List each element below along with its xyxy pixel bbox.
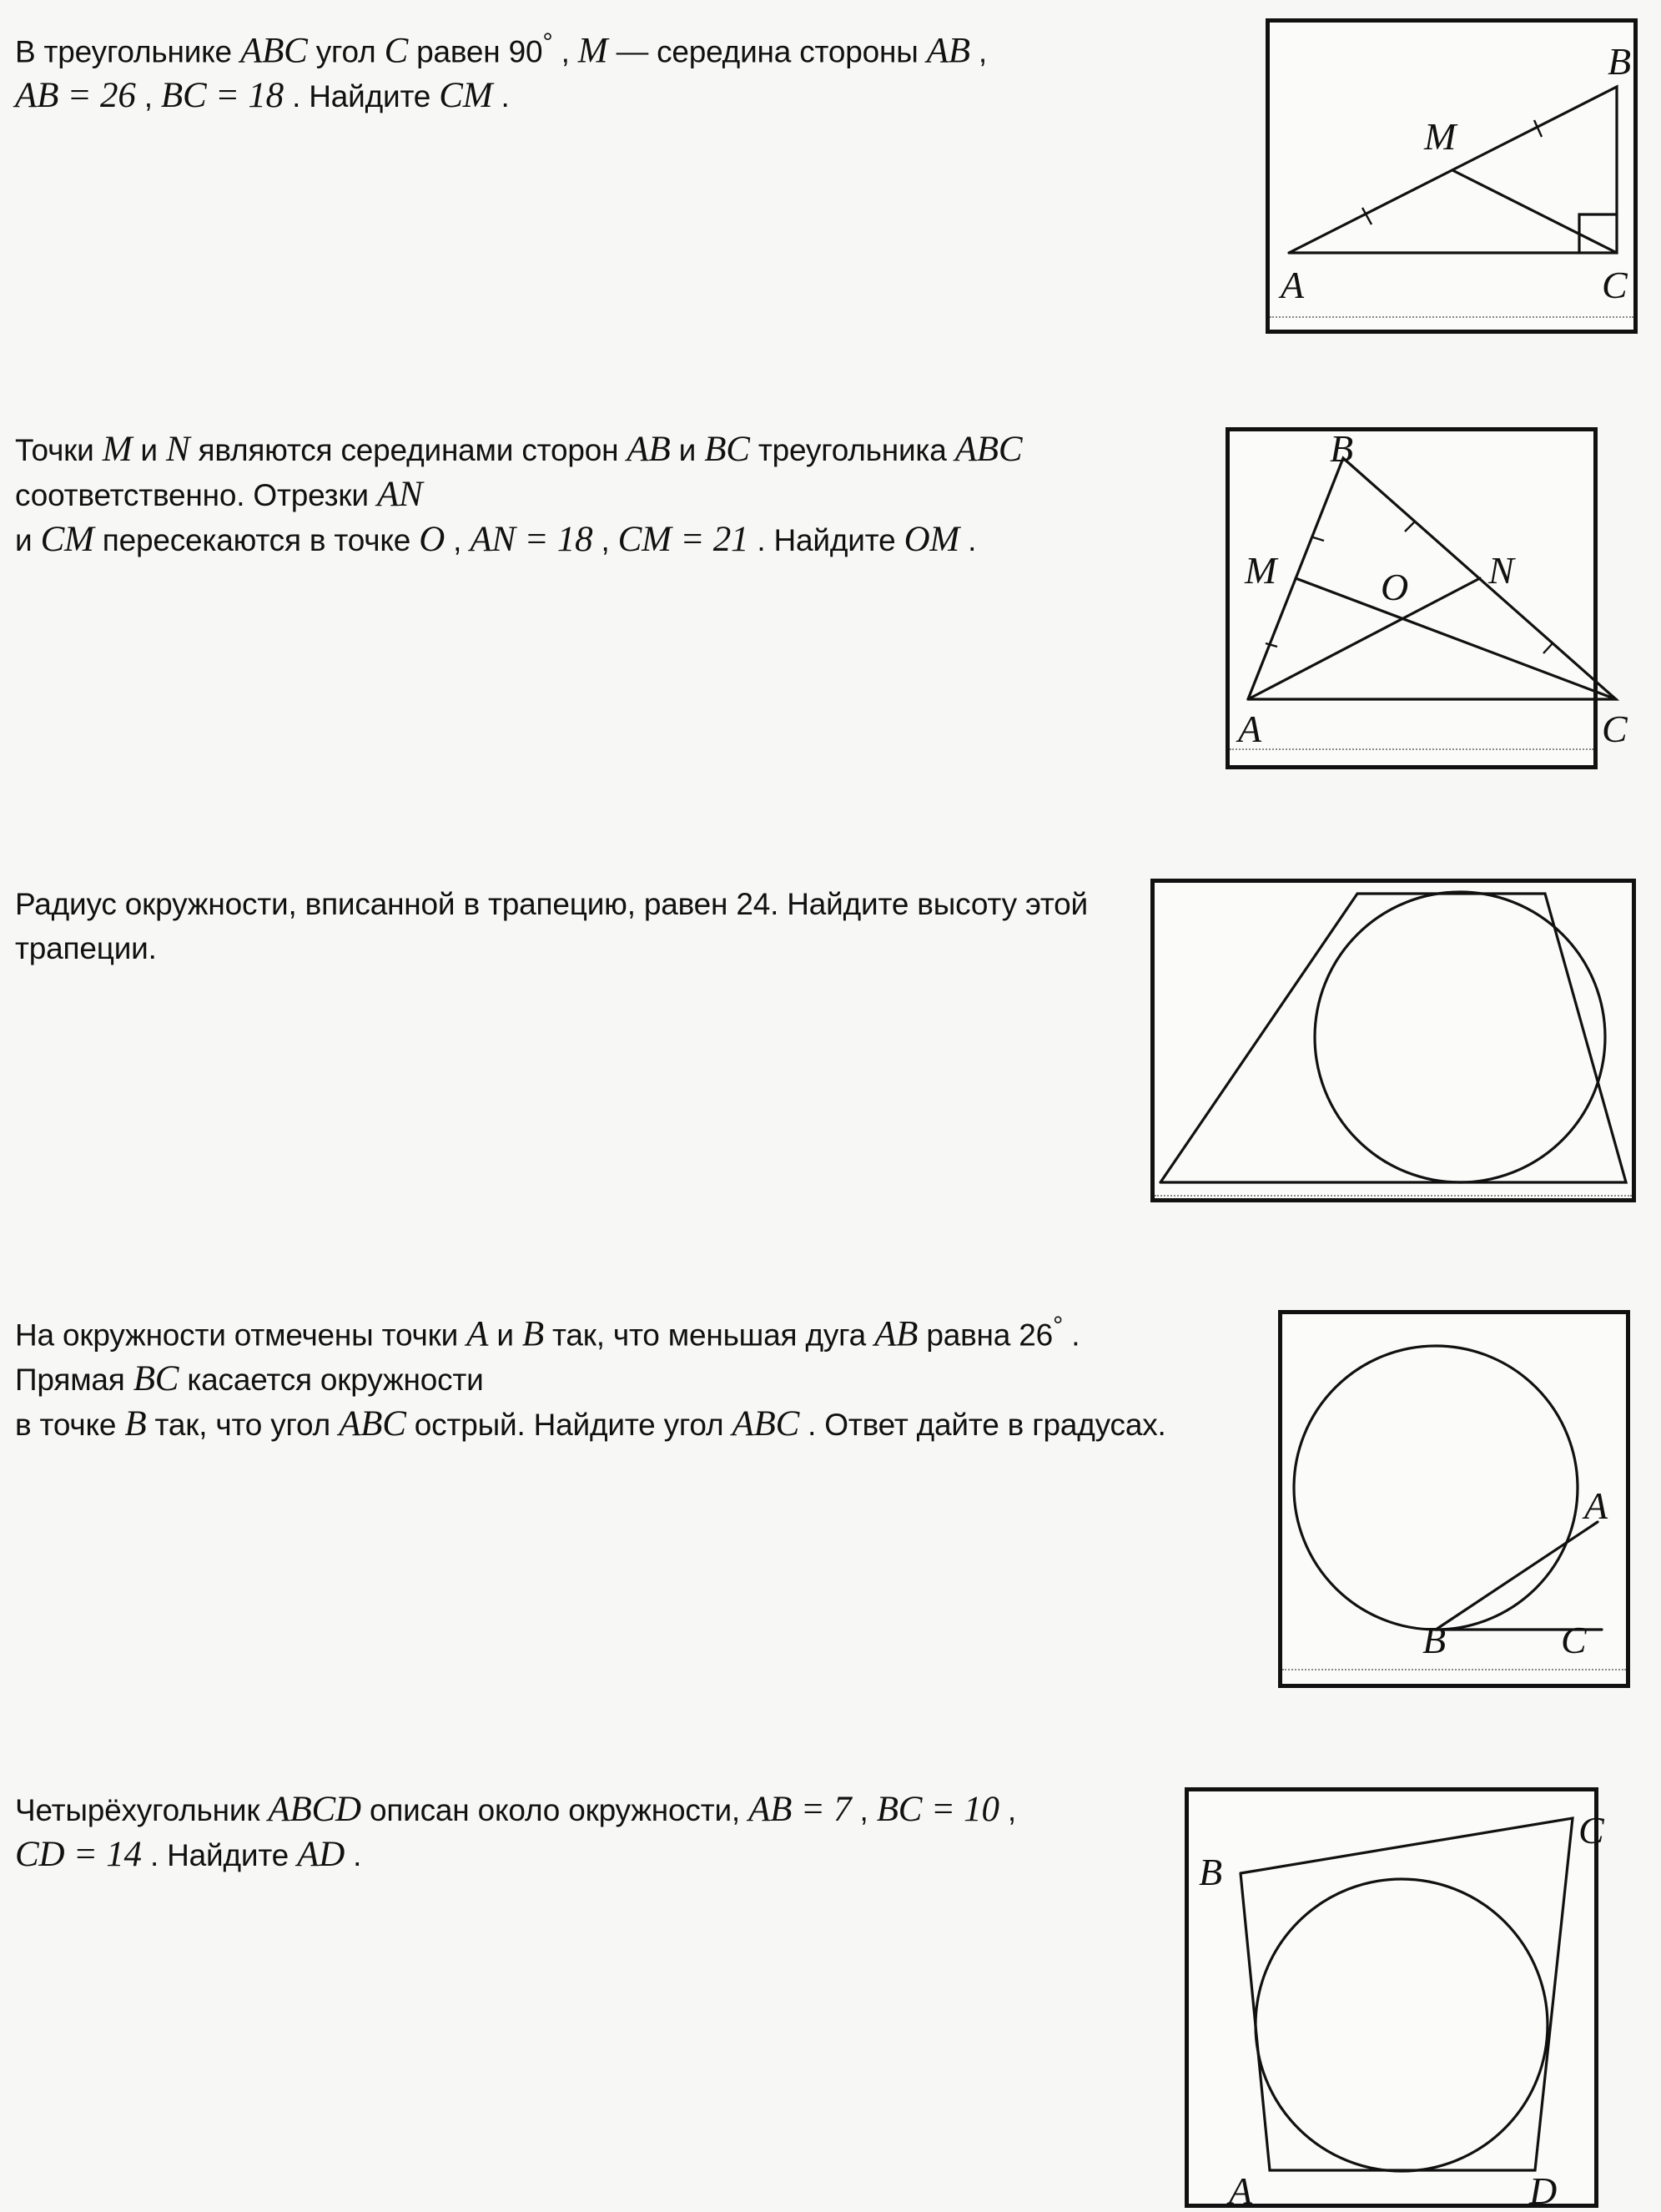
label-m: M (1424, 115, 1457, 158)
inscribed-circle (1315, 892, 1605, 1182)
label-b: B (1199, 1851, 1223, 1893)
right-angle-mark (1579, 214, 1617, 253)
tick-nc (1543, 643, 1553, 653)
problem-5-text (15, 1787, 1166, 1877)
label-m: M (1245, 549, 1277, 592)
label-n: N (1488, 549, 1514, 592)
problem-1-text (15, 20, 1166, 118)
circle-tangent-diagram (1282, 1314, 1634, 1692)
problem-2-line-1: Точки M и N являются серединами сторон AB и BC треугольника ABC (15, 430, 1023, 469)
problem-3-line-1: Радиус окружности, вписанной в трапецию, равен 24. Найдите высоту этой (15, 887, 1089, 921)
label-b: B (1608, 40, 1632, 83)
tick-bn (1405, 522, 1414, 532)
median-an (1248, 578, 1480, 699)
problem-4-line-2: Прямая BC касается окружности (15, 1359, 484, 1399)
problem-5-line-1: Четырёхугольник ABCD описан около окружности, AB = 7 , BC = 10 , (15, 1790, 1016, 1829)
label-o: O (1381, 566, 1409, 608)
problem-3-figure (1150, 879, 1636, 1202)
problem-5-figure (1185, 1787, 1604, 2212)
problem-4-line-1: На окружности отмечены точки A и B так, что меньшая дуга AB равна 26° . (15, 1311, 1080, 1354)
problem-4-line-3: в точке B так, что угол ABC острый. Найдите угол ABC . Ответ дайте в градусах. (15, 1404, 1166, 1444)
problem-2-line-2: соответственно. Отрезки AN (15, 475, 423, 514)
circle (1294, 1346, 1578, 1630)
problem-1-line-1: В треугольнике ABC угол C равен 90° , M — середина стороны AB , (15, 28, 988, 71)
median-cm (1296, 578, 1616, 699)
problem-2-figure (1226, 427, 1628, 769)
label-d: D (1529, 2169, 1558, 2212)
label-c: C (1602, 708, 1628, 750)
problem-1-figure (1266, 18, 1638, 334)
label-c: C (1578, 1809, 1604, 1852)
problem-4-figure (1278, 1310, 1630, 1688)
problem-3-text (15, 882, 1166, 970)
quadrilateral-abcd (1241, 1818, 1573, 2170)
label-c: C (1602, 264, 1628, 306)
tick-am (1266, 643, 1277, 647)
chord-ab (1436, 1522, 1598, 1630)
tick-mb (1313, 537, 1324, 541)
median-cm (1452, 170, 1617, 253)
problem-4-text (15, 1303, 1166, 1447)
label-a: A (1238, 708, 1262, 750)
trapezoid-incircle-diagram (1155, 883, 1640, 1207)
label-b: B (1330, 427, 1354, 470)
inscribed-circle (1256, 1879, 1548, 2171)
label-c: C (1561, 1619, 1587, 1661)
triangle-medians-diagram (1230, 427, 1628, 773)
problem-2-line-3: и CM пересекаются в точке O , AN = 18 , CM = 21 . Найдите OM . (15, 520, 977, 559)
label-a: A (1281, 264, 1305, 306)
problem-5-line-2: CD = 14 . Найдите AD . (15, 1835, 362, 1874)
tangential-quadrilateral-diagram (1189, 1791, 1603, 2212)
label-b: B (1422, 1619, 1447, 1661)
right-triangle-diagram (1270, 23, 1642, 338)
problem-1-line-2: AB = 26 , BC = 18 . Найдите CM . (15, 76, 510, 116)
problem-3-line-2: трапеции. (15, 931, 157, 965)
triangle-abc (1248, 458, 1616, 699)
label-a: A (1584, 1484, 1608, 1527)
label-a: A (1229, 2169, 1253, 2212)
trapezoid (1160, 894, 1626, 1182)
problem-2-text (15, 427, 1166, 562)
